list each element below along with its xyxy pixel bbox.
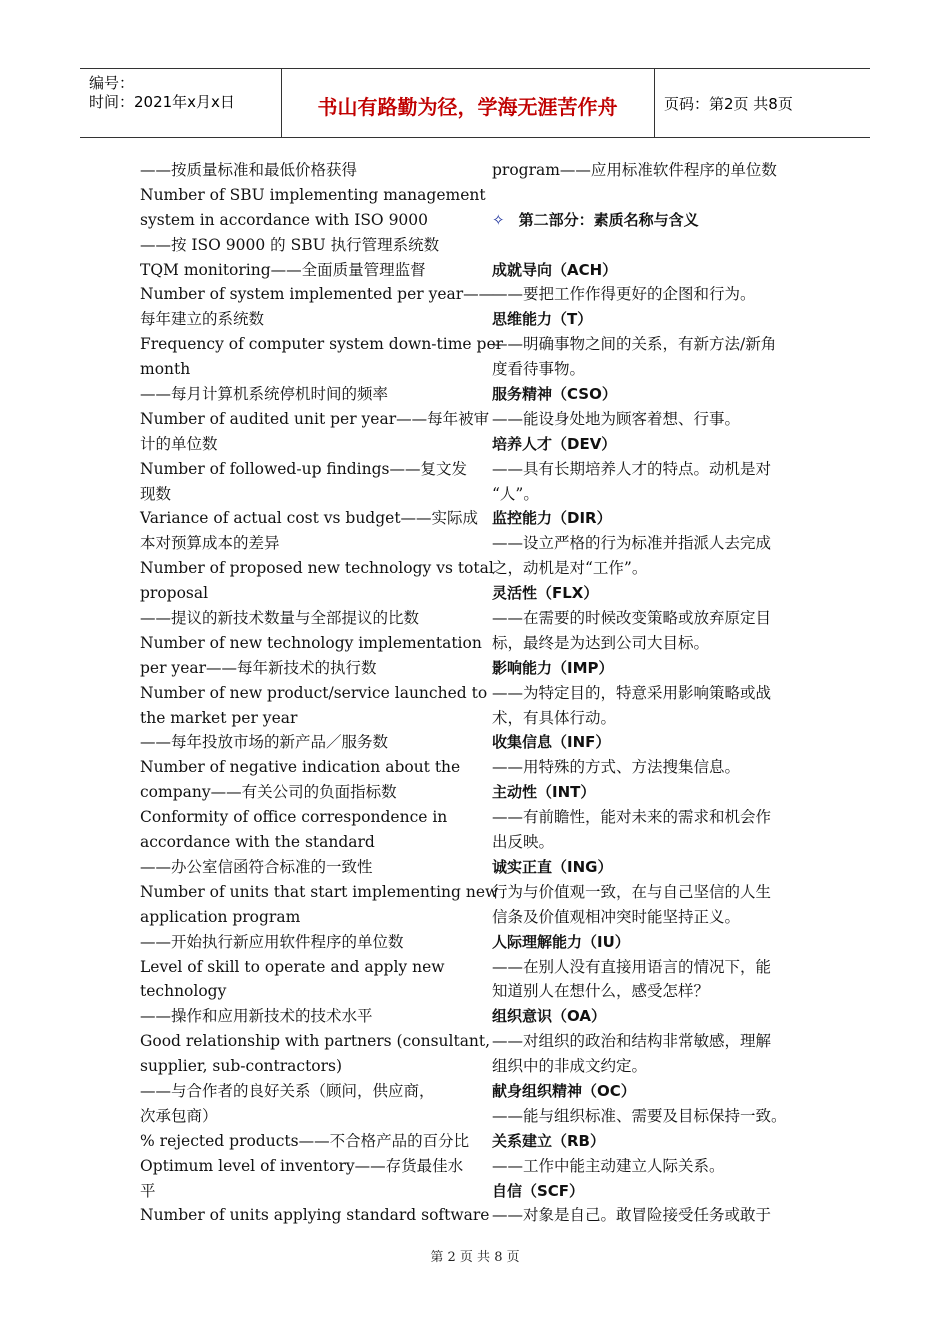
left-text-line: Number of units applying standard software xyxy=(140,1206,490,1225)
competency-title: 思维能力（T） xyxy=(492,310,593,329)
section-title: 第二部分：素质名称与含义 xyxy=(518,210,699,229)
left-text-line: ——开始执行新应用软件程序的单位数 xyxy=(140,932,404,951)
competency-title: 主动性（INT） xyxy=(492,783,596,802)
left-text-line: 平 xyxy=(140,1181,156,1200)
competency-title: 培养人才（DEV） xyxy=(492,434,617,453)
left-text-line: ——按质量标准和最低价格获得 xyxy=(140,161,358,179)
header-right-cell xyxy=(655,69,870,137)
page-footer: 第 2 页 共 8 页 xyxy=(430,1250,520,1265)
left-text-line: Number of new technology implementation xyxy=(140,633,482,652)
left-text-line: 计的单位数 xyxy=(140,434,218,453)
competency-description: ——对组织的政治和结构非常敏感，理解 xyxy=(492,1032,772,1051)
left-text-line: ——每月计算机系统停机时间的频率 xyxy=(140,385,389,404)
left-text-line: ——提议的新技术数量与全部提议的比数 xyxy=(140,609,420,628)
competency-description: ——工作中能主动建立人际关系。 xyxy=(492,1156,725,1175)
left-text-line: Optimum level of inventory——存货最佳水 xyxy=(140,1156,464,1175)
page-header xyxy=(80,68,870,138)
competency-description: ——在需要的时候改变策略或放弃原定目 xyxy=(492,609,772,628)
competency-description: “人”。 xyxy=(492,484,539,503)
left-text-line: Number of system implemented per year—— xyxy=(140,285,495,304)
competency-description: ——具有长期培养人才的特点。动机是对 xyxy=(492,459,772,478)
left-text-line: month xyxy=(140,360,191,379)
competency-title: 服务精神（CSO） xyxy=(492,385,617,404)
competency-description: 组织中的非成文约定。 xyxy=(492,1057,648,1076)
left-text-line: application program xyxy=(140,907,301,926)
left-text-line: Number of audited unit per year——每年被审 xyxy=(140,409,490,428)
competency-description: 行为与价值观一致，在与自己坚信的人生 xyxy=(492,882,772,901)
continued-line: program——应用标准软件程序的单位数 xyxy=(492,161,777,179)
document-date: 时间：2021年x月x日 xyxy=(89,93,235,111)
left-text-line: supplier, sub-contractors) xyxy=(140,1057,343,1076)
spacer xyxy=(492,183,812,208)
header-page-info: 页码：第2页 共8页 xyxy=(664,95,793,113)
left-text-line: TQM monitoring——全面质量管理监督 xyxy=(140,260,426,279)
left-text-line: Variance of actual cost vs budget——实际成 xyxy=(140,509,479,528)
left-text-line: ——办公室信函符合标准的一致性 xyxy=(140,857,373,876)
left-column xyxy=(140,158,504,1228)
left-text-line: % rejected products——不合格产品的百分比 xyxy=(140,1131,470,1150)
competency-title: 收集信息（INF） xyxy=(492,733,611,752)
left-text-line: accordance with the standard xyxy=(140,833,375,852)
competency-description: ——用特殊的方式、方法搜集信息。 xyxy=(492,758,741,777)
left-text-line: ——操作和应用新技术的技术水平 xyxy=(140,1007,373,1026)
left-text-line: Number of followed-up findings——复文发 xyxy=(140,459,467,478)
competency-title: 诚实正直（ING） xyxy=(492,857,613,876)
left-text-line: proposal xyxy=(140,584,209,603)
left-text-line: Number of proposed new technology vs total xyxy=(140,559,494,578)
competency-title: 自信（SCF） xyxy=(492,1181,585,1200)
left-text-line: per year——每年新技术的执行数 xyxy=(140,658,377,677)
competency-title: 影响能力（IMP） xyxy=(492,658,614,677)
competency-title: 献身组织精神（OC） xyxy=(492,1081,636,1100)
competency-description: 出反映。 xyxy=(492,833,555,852)
competency-description: 之，动机是对“工作”。 xyxy=(492,559,648,578)
left-text-line: the market per year xyxy=(140,708,298,727)
left-text-line: ——按 ISO 9000 的 SBU 执行管理系统数 xyxy=(140,235,440,254)
competency-title: 灵活性（FLX） xyxy=(492,584,599,603)
competency-title: 监控能力（DIR） xyxy=(492,509,612,528)
competency-list xyxy=(492,258,812,1229)
competency-description: ——要把工作作得更好的企图和行为。 xyxy=(492,285,756,304)
competency-description: ——为特定目的，特意采用影响策略或战 xyxy=(492,683,772,702)
left-text-line: ——每年投放市场的新产品／服务数 xyxy=(140,733,389,752)
competency-title: 人际理解能力（IU） xyxy=(492,932,630,951)
left-text-line: Number of SBU implementing management xyxy=(140,185,486,204)
competency-description: 信条及价值观相冲突时能坚持正义。 xyxy=(492,907,741,926)
competency-description: ——有前瞻性，能对未来的需求和机会作 xyxy=(492,808,772,827)
competency-title: 关系建立（RB） xyxy=(492,1131,605,1150)
left-text-line: Conformity of office correspondence in xyxy=(140,808,448,827)
competency-description: ——在别人没有直接用语言的情况下，能 xyxy=(492,957,772,976)
competency-description: ——对象是自己。敢冒险接受任务或敢于 xyxy=(492,1206,772,1225)
left-text-line: technology xyxy=(140,982,227,1001)
diamond-star-icon: ✧ xyxy=(492,210,505,229)
spacer xyxy=(492,233,812,258)
left-text-line: system in accordance with ISO 9000 xyxy=(140,210,429,229)
competency-description: 术，有具体行动。 xyxy=(492,708,617,727)
competency-title: 组织意识（OA） xyxy=(492,1007,606,1026)
competency-description: 知道别人在想什么，感受怎样？ xyxy=(492,982,710,1001)
document-number-label: 编号： xyxy=(89,74,135,92)
header-motto: 书山有路勤为径，学海无涯苦作舟 xyxy=(317,95,618,119)
left-text-line: Number of new product/service launched to xyxy=(140,683,488,702)
left-text-line: Number of units that start implementing new xyxy=(140,882,499,901)
competency-description: ——能设身处地为顾客着想、行事。 xyxy=(492,409,741,428)
left-text-line: Frequency of computer system down-time per xyxy=(140,335,504,354)
competency-title: 成就导向（ACH） xyxy=(492,260,618,279)
left-text-line: 现数 xyxy=(140,484,172,503)
competency-description: 度看待事物。 xyxy=(492,360,586,379)
section-heading xyxy=(492,208,812,233)
left-text-line: Level of skill to operate and apply new xyxy=(140,957,445,976)
left-text-line: 本对预算成本的差异 xyxy=(140,534,280,553)
competency-description: ——能与组织标准、需要及目标保持一致。 xyxy=(492,1106,787,1125)
competency-description: 标，最终是为达到公司大目标。 xyxy=(492,633,710,652)
right-column xyxy=(492,158,812,1228)
left-text-line: Good relationship with partners (consultant, xyxy=(140,1032,491,1051)
header-middle-cell xyxy=(281,69,655,137)
left-text-line: Number of negative indication about the xyxy=(140,758,461,777)
left-text-line: 次承包商） xyxy=(140,1106,218,1125)
left-text-line: 每年建立的系统数 xyxy=(140,310,265,329)
left-text-line: company——有关公司的负面指标数 xyxy=(140,783,397,802)
competency-description: ——设立严格的行为标准并指派人去完成 xyxy=(492,534,772,553)
left-text-line: ——与合作者的良好关系（顾问，供应商， xyxy=(140,1081,435,1100)
header-left-cell xyxy=(80,69,282,137)
competency-description: ——明确事物之间的关系，有新方法/新角 xyxy=(492,335,777,354)
